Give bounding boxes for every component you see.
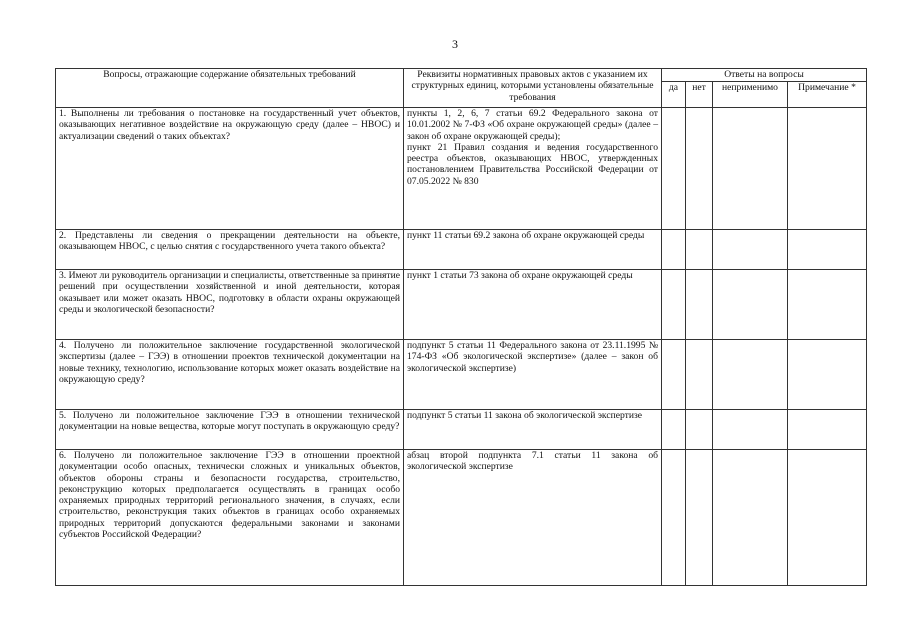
answer-yes-cell[interactable] [662,450,686,586]
reference-cell [404,410,662,450]
answer-not-applicable-cell[interactable] [713,450,788,586]
answer-no-cell[interactable] [686,230,713,270]
answer-note-cell[interactable] [788,108,867,230]
header-questions: Вопросы, отражающие содержание обязательных требований [56,69,404,108]
reference-cell [404,450,662,586]
header-answer-no: нет [686,82,713,108]
answer-note-cell[interactable] [788,340,867,410]
table-row [56,450,867,586]
reference-text: абзац второй подпункта 7.1 статьи 11 закона об экологической экспертизе [407,450,658,473]
answer-no-cell[interactable] [686,410,713,450]
answer-not-applicable-cell[interactable] [713,410,788,450]
reference-cell [404,108,662,230]
header-answer-yes: да [662,82,686,108]
answer-not-applicable-cell[interactable] [713,108,788,230]
question-cell: 3. Имеют ли руководитель организации и специалисты, ответственные за принятие решений при осуществлении хозяйственной и иной деятельности, которая оказывает или может оказать НВОС, подготовку в области охраны окружающей среды и экологической безопасности? [56,270,404,340]
table-row [56,108,867,230]
answer-no-cell[interactable] [686,108,713,230]
question-cell: 2. Представлены ли сведения о прекращении деятельности на объекте, оказывающем НВОС, с целью снятия с государственного учета такого объекта? [56,230,404,270]
page-number: 3 [452,37,458,51]
question-cell: 1. Выполнены ли требования о постановке на государственный учет объектов, оказывающих негативное воздействие на окружающую среду (далее – НВОС) и актуализации сведений о таких объектах? [56,108,404,230]
answer-not-applicable-cell[interactable] [713,230,788,270]
table-row [56,270,867,340]
table-row [56,410,867,450]
reference-text: пункт 11 статьи 69.2 закона об охране окружающей среды [407,230,645,241]
question-cell: 5. Получено ли положительное заключение ГЭЭ в отношении технической документации на новые вещества, которые могут поступать в окружающую среду? [56,410,404,450]
answer-yes-cell[interactable] [662,230,686,270]
table-row [56,340,867,410]
answer-no-cell[interactable] [686,450,713,586]
answer-yes-cell[interactable] [662,108,686,230]
header-answer-note: Примечание * [788,82,867,108]
answer-note-cell[interactable] [788,410,867,450]
reference-text: пункт 1 статьи 73 закона об охране окружающей среды [407,270,633,281]
reference-text: подпункт 5 статьи 11 закона об экологической экспертизе [407,410,643,421]
answer-not-applicable-cell[interactable] [713,340,788,410]
answer-yes-cell[interactable] [662,410,686,450]
header-answers: Ответы на вопросы [662,69,867,82]
answer-yes-cell[interactable] [662,340,686,410]
question-cell: 4. Получено ли положительное заключение государственной экологической экспертизы (далее – ГЭЭ) в отношении проектов технической документации на новые технику, технологию, использование которых может оказать воздействие на окружающую среду? [56,340,404,410]
header-answer-not-applicable: неприменимо [713,82,788,108]
answer-note-cell[interactable] [788,230,867,270]
question-cell: 6. Получено ли положительное заключение ГЭЭ в отношении проектной документации особо опасных, технически сложных и уникальных объектов, объектов обороны страны и безопасности государства, строительство, реконструкцию которых предполагается осуществлять в границах особо охраняемых природных территорий регионального значения, в случаях, если строительство, реконструкция таких объектов в границах особо охраняемых природных территорий допускаются федеральными законами и законами субъектов Российской Федерации? [56,450,404,586]
checklist-table [55,68,867,586]
reference-text: пункт 21 Правил создания и ведения государственного реестра объектов, оказывающих НВОС, утвержденных постановлением Правительства Российской Федерации от 07.05.2022 № 830 [407,141,658,187]
reference-cell [404,270,662,340]
answer-not-applicable-cell[interactable] [713,270,788,340]
answer-note-cell[interactable] [788,270,867,340]
reference-text: подпункт 5 статьи 11 Федерального закона от 23.11.1995 № 174-ФЗ «Об экологической экспертизе» (далее – закон об экологической экспертизе) [407,340,658,374]
table-row [56,230,867,270]
header-references: Реквизиты нормативных правовых актов с указанием их структурных единиц, которыми установлены обязательные требования [404,69,662,108]
reference-cell [404,340,662,410]
answer-yes-cell[interactable] [662,270,686,340]
answer-note-cell[interactable] [788,450,867,586]
reference-text: пункты 1, 2, 6, 7 статьи 69.2 Федерального закона от 10.01.2002 № 7-ФЗ «Об охране окружающей среды» (далее – закон об охране окружающей среды); [407,108,658,142]
answer-no-cell[interactable] [686,270,713,340]
answer-no-cell[interactable] [686,340,713,410]
reference-cell [404,230,662,270]
